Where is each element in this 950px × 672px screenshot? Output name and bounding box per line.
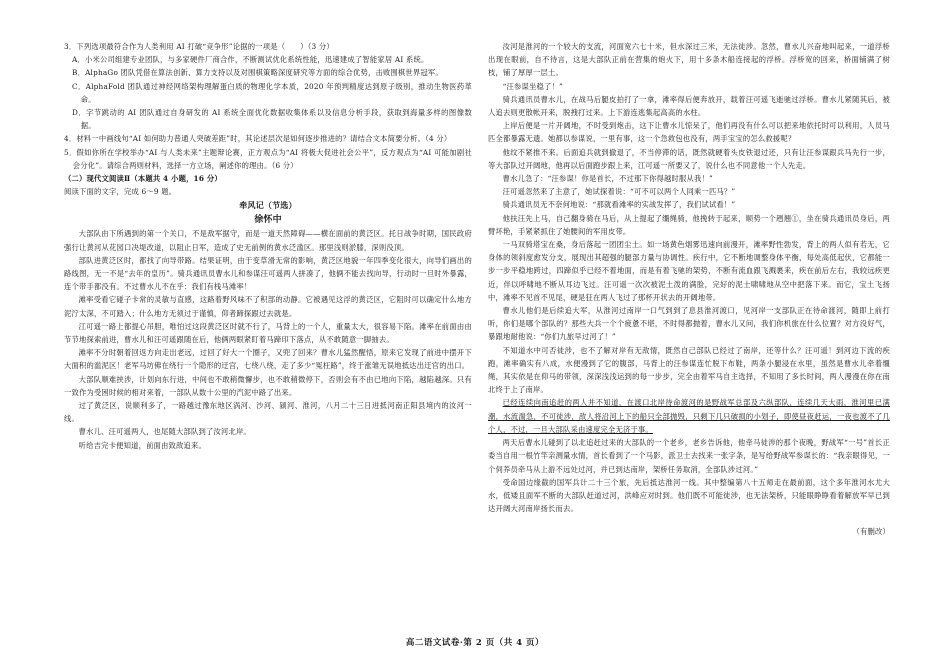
passage-paragraph: 一马双骑塔宝在桑，身后落起一团团尘土。如一场黄色烟雾迅速向前漫开，滩率野性勃发，背上的两人似有若无，它身体的领斜度愈发分支，展现出其超强的腿部力量与协调性。疾行中，它不断地调整身体平衡，每处高低起伏，它都能一步一步平稳地跨过，四蹄似乎已经不着地面，而是有着飞驰的架势，不断有流血跟飞溅裹来，疾在前后左右，我较远疾更近，伴以呼啸地不断从耳边飞过。汪可遥一次次被泥土泼的满脸，完好的泥士啸啸地从空中把落下来。而它，宝土飞扬中，滩率不见首不见尾，硬是狂在两人飞过了那杯开状去的开阔地带。	[488, 240, 890, 302]
underlined-paragraph: 已经连续向南追赶的两人并不知道，在渡口北岸待命渡河的是野战军总部及六纵部队，连续几天大雨，淮河里已满潮，水流湍急，不可徒涉，敌人将沿河上下的船只全部抛毁，只剩下几只破损的小划子，即使昼夜赶运，一夜也渡不了几个人，不过，一旦大部队采由速度完全无济于事。	[488, 398, 890, 434]
question-4: 4．材料一中画线句“AI 如何助力普通人突破差距”时，其论述层次是如何逐步推进的？请结合文本简要分析。（4 分）	[64, 134, 452, 144]
passage-paragraph: 汪可遥忽然来了主意了，她试探着说：“可不可以两个人同乘一匹马？”	[502, 187, 736, 197]
passage-paragraph: 过了黄泛区，说顺利多了，一路越过豫东地区涡河、沙河、颍河、淮河，八月二十三日进抵河南正阳县境内的汝河一线。	[64, 401, 472, 424]
passage-paragraph: 汝河是淮河的一个较大的支流，河面宽六七十米，但水深过三米，无法徒涉。忽然，曹水儿兴奋地叫起来，一道浮桥出现在眼前，自不待言，这是大部队正前在营集的炮火下，用十多条木船连接起的浮桥。浮桥宽的回来，桥面铺满了树枝，铺了厚厚一层土。	[488, 42, 890, 78]
passage-paragraph: 曹水儿、汪可遥两人，也尾随大部队到了汝河北岸。	[78, 427, 252, 437]
question-3-stem: 3．下列选项最符合作为人类利用 AI 打破“竞争形”论据的一项是（ ）（3 分）	[64, 42, 334, 51]
passage-paragraph: 他扶汪先上马，自己翻身骑在马后，从上提起了缰绳骑，他挽转于起来，顺势一个趔翘①，坐在骑兵通讯员身后，两臂坏艳，手紧紧抓住了她腰间的军用皮带。	[488, 213, 890, 236]
passage-paragraph: 不知道水中可否徒涉，也不了解对岸有无敌情，既然自己部队已经过了南岸，还等什么？汪可遥！到河边下流的疾跑，滩率确实有八成，水便漫到了它的腹部，马背上的汪参谋连忙脱下布鞋，两条小腿浸在水里，虽然是曹水儿牵着缰绳，其实依是在仰马的带领，深深浅浅运到的每一步步，完全由着军马自主选择，不知用了多长时间，两人漫漫在你在南北终于上了南岸。	[488, 345, 890, 395]
passage-paragraph: 两天后曹水儿碰到了以北追赶过来的大部队的一个老乡，老乡告诉他，他牵马徒涉的那个夜晚，野战军“一号”首长正委当自用一根竹竿亲测量水情，首长看到了一个马影，派卫士去找来一张字条，是写给野战军参谋长的：“我亲眼得见，一个伺养员牵马从上游不远处过河，并已到达南岸，架桥任务取消，全部队涉过河。”	[488, 438, 890, 474]
passage-paragraph: 曹水儿他们是后续追大军，从淮河过南岸一口气到到了息县淮河渡口，见河岸一支部队正在待命渡河，随即上前打听，你们是哪个部队的？那些大兵一个个疲惫不堪，不时得都抛着，曹水儿又问，我们你机旅在什么位置？对方没好气，暴跟地耐他说：“你们九旅早过河了！”	[488, 306, 890, 342]
passage-paragraph: 骑兵通讯员无不奈何地说：“那就看滩率的实战发挥了，我们试试看！”	[502, 200, 736, 210]
reading-instruction: 阅读下面的文字，完成 6～9 题。	[64, 187, 177, 197]
passage-paragraph: “汪参谋坐稳了！”	[502, 81, 563, 91]
question-3-option-c: C．AlphaFold 团队通过神经网络架构理解蛋白质的物理化学本质，2020 年预判精度达到原子级别，推动生物医药革命。	[72, 81, 472, 104]
question-3-option-b: B．AlphaGo 团队凭借在算法创新、算力支持以及对围棋策略深度研究等方面的综合优势，击败围棋世界冠军。	[72, 68, 443, 78]
passage-paragraph: 受命国边缘截的国军兵计二十三个旅，先后抵达淮河一线。其中整编第八十五师走在最前面，这个多年淮河水尤大水，低矮且面军不断的大部队赶道过河，洪峰应对时到。他们既不可能徒涉，也无法架桥，只能眼睁睁看着解放军早已到达开阔大河南岸扬长而去。	[488, 477, 890, 514]
passage-paragraph: 听给吉完卡便知道，前面由致敌追来。	[78, 440, 207, 450]
passage-author: 徐怀中	[254, 215, 282, 226]
passage-paragraph: 滩率不分时朝着回返方向走出老远，过回了好大一个圈子，又兜了回来？曹水儿猛然醒悟，原来它发现了前进中摆开下大面积的滥泥区！老军马坊佛在绕行一个隐形的迂宫，七绕八绕，走了多少“冤枉路”，终于涨雏无误地抵达出迂官的出口。	[64, 348, 472, 371]
question-3-option-d: D．字节跳动的 AI 团队通过自身研发的 AI 系统全面优化数据收集体系以及信息分析手段，获取到海量多样的图像数据。	[72, 108, 472, 131]
passage-paragraph: 部队进黄泛区时，都找了向导带路。结果证明，由于变草滑无常的影响，黄泛区地貌一年四季变化很大，向导们画出的路线图，无一不是“去年的皇历”。骑兵通讯员曹水儿和参谋汪可遥两人拼凑了，他俩不能去找向导，行动时一旦时外暴露，连个带手都没有。不过曹水儿不在乎：我们有栈马滩率！	[64, 255, 472, 292]
passage-paragraph: 江可遥一路上都提心吊胆，唯怕过这段黄泛区时就不行了，马背上的一个人，重量太大，很容易下陷。滩率在前面由由节节地探索前进，曹水儿和汪可遥跟随在后，他俩两眼紧盯着马蹄印下落点，从不敢随意一脚抽去。	[64, 321, 472, 345]
passage-paragraph: 上岸后便是一片开阔地，不时受到炮击，这下让曹水儿惊呆了，他们再没有什么可以把来地依托时可以利用，人员马匹全都暴露无遗。她都以参谋说，一里有事，这一个急救包也没有，两手宝宝的怎么救援呢？	[488, 121, 890, 144]
page-footer: 高二语文试卷·第 2 页（共 4 页）	[405, 638, 545, 648]
passage-paragraph: 他纹不紧推不来。后面追兵就到撤退了，不当停滞的话，既然就硬着头皮铁退过还，只有让汪参谋跟兵马先行一步，等大部队过开阔地，他再以后面跑步跟上来，江可遥一所要又了，说什么也不同意他一个人先走。	[488, 147, 890, 170]
passage-paragraph: 大部队由下所遇到的第一个关口，不是敌军据守，而是一道天然障碍——横在面前的黄泛区。托日战争时期，国民政府强行让黄河从花园口决堤改道，以阻止日军，造成了史无前例的黄水泛滥区。那里浅则淤膝，深则没顶。	[64, 229, 472, 252]
section-heading: （二）现代文阅读Ⅱ（本题共 4 小题，16 分）	[64, 174, 222, 184]
passage-paragraph: 滩率受看它碰子卡常的灵敏与直感，这路着野风味不了积部的动静。它被遇见这浮的黄泛区，它阻时可以确定什么地方泥泞太深，不可踏入；什么地方无须过于谨慎，仰者蹄探跟过去就是。	[64, 295, 472, 318]
passage-paragraph: 骑兵通讯员曹水儿，在战马后腿皮拍打了一拿，滩率得后便奔放开，载着汪可遥飞逝驰过浮桥。曹水儿紧随其后，被人追去则更散帐开来，脱拽打过来。上下游连逃集起高高的水柱。	[488, 94, 890, 118]
right-column	[488, 40, 890, 539]
left-column	[64, 40, 472, 452]
question-5: 5．假如你所在学校举办“AI 与人类未来”主题辩论赛，正方观点为“AI 将极大促进社会公平”，反方观点为“AI 可能加剧社会分化”。请综合两则材料，选择一方立场，阐述你的理由。（6 分）	[64, 147, 472, 170]
passage-title: 牵风记（节选）	[239, 200, 297, 211]
abridged-note: （有删改）	[852, 527, 890, 537]
passage-paragraph: 大部队顺难挟涉，计划向东行进，中间也不敢稍微懈步，也不敢稍微停下，否则会有不由已地向下陷，越陷越深。只有一致作为受困时候的相对来着，一部队从数十公里的汽泥中路了出来。	[64, 374, 472, 397]
passage-paragraph: 曹水儿急了：“汪参谋！你是首长，不过那下你得越时服从我！”	[502, 174, 713, 184]
question-3-option-a: A．小米公司组建专业团队，与多家硬件厂商合作，不断测试优化系统性能，迅速建成了智能家居 AI 系统。	[72, 55, 429, 65]
